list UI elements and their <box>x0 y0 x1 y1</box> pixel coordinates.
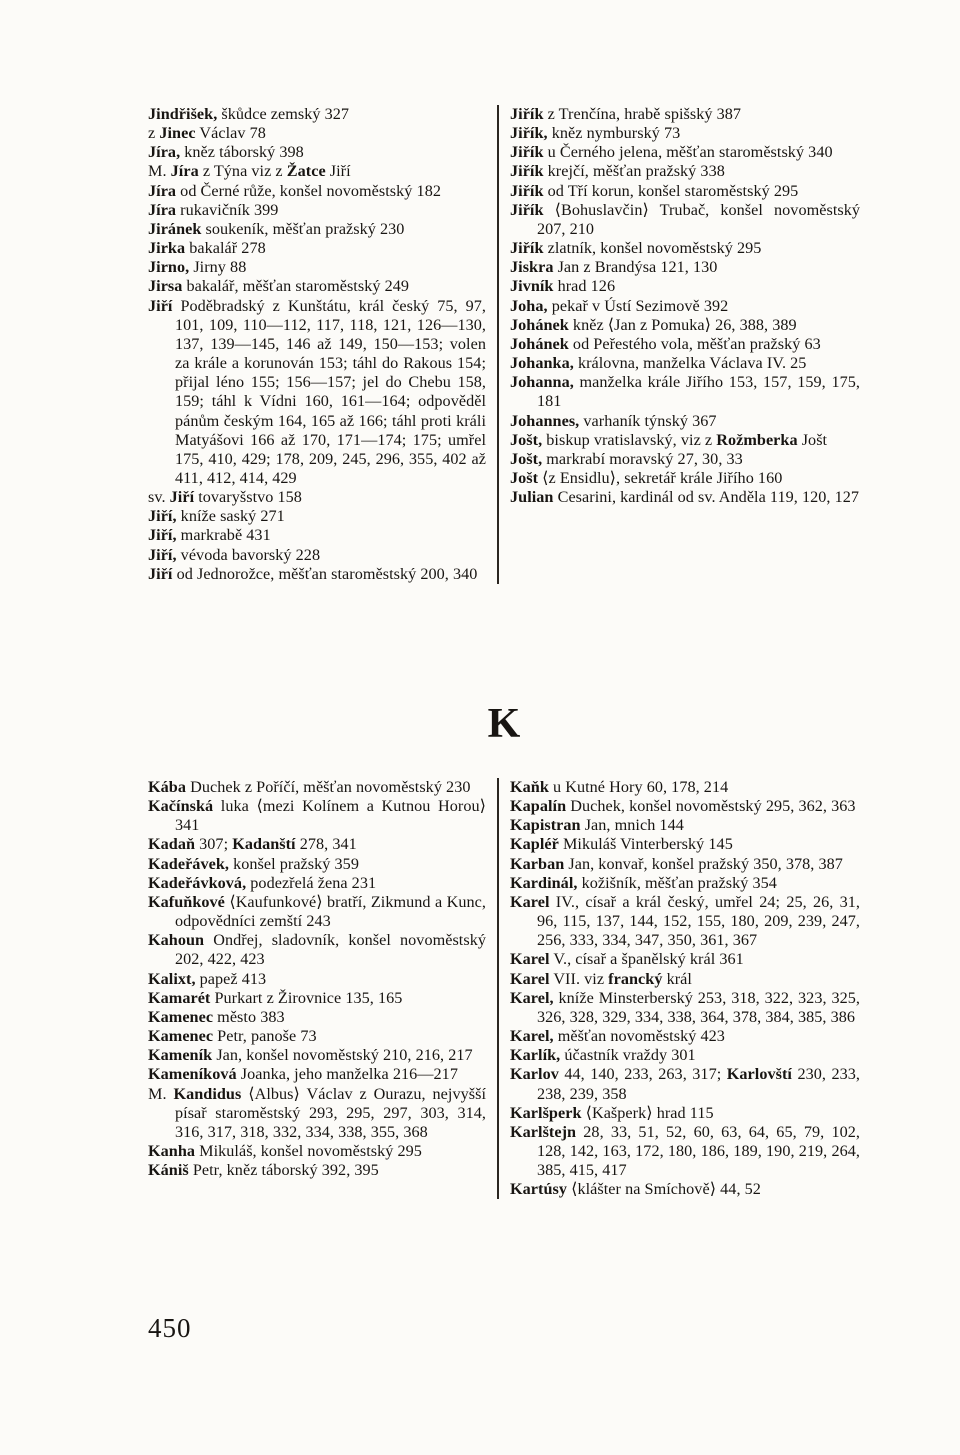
index-entry <box>148 546 486 565</box>
index-entry <box>510 855 860 874</box>
index-entry <box>510 143 860 162</box>
entry-text: tovaryšstvo 158 <box>194 488 302 507</box>
entry-text: IV., císař a král český, umřel 24; 25, 26, 31, 96, 115, 137, 144, 152, 155, 180, 209, 239, 247, 256, 333, 334, 347, 350, 361, 367 <box>537 892 860 950</box>
entry-text: Joanka, jeho manželka 216—217 <box>236 1065 458 1084</box>
entry-headword: Karel <box>510 950 550 969</box>
index-entry <box>148 1027 486 1046</box>
entry-text: Duchek, konšel novoměstský 295, 362, 363 <box>566 797 856 816</box>
entry-text: Petr, kněz táborský 392, 395 <box>188 1161 379 1180</box>
index-entry <box>510 373 860 411</box>
index-entry <box>510 1104 860 1123</box>
index-column-bottom-right <box>510 778 860 1199</box>
index-entry <box>510 874 860 893</box>
index-entry <box>510 354 860 373</box>
index-entry <box>510 124 860 143</box>
index-entry <box>510 1027 860 1046</box>
entry-headword: Jiřík, <box>510 124 548 143</box>
entry-headword: Jiřík <box>510 200 544 219</box>
entry-text: luka ⟨mezi Kolínem a Kutnou Horou⟩ 341 <box>175 797 486 835</box>
entry-text: hrad 126 <box>553 277 616 296</box>
entry-headword: Jirno, <box>148 258 190 277</box>
entry-headword: Kapalín <box>510 797 567 816</box>
column-divider-top <box>497 105 499 584</box>
entry-text: z Týna viz z <box>198 162 287 181</box>
index-entry <box>148 1142 486 1161</box>
entry-headword: Kanha <box>148 1141 196 1160</box>
index-entry <box>148 297 486 489</box>
entry-headword: Jiřík <box>510 105 544 123</box>
index-entry <box>510 1123 860 1180</box>
entry-headword: Kardinál, <box>510 873 578 892</box>
index-entry <box>510 1065 860 1103</box>
entry-headword: Kapistran <box>510 816 581 835</box>
index-column-bottom-left <box>148 778 486 1199</box>
index-column-top-left <box>148 105 486 584</box>
entry-headword: Jošt, <box>510 430 543 449</box>
index-entry <box>510 335 860 354</box>
entry-headword: Karel, <box>510 988 554 1007</box>
index-entry <box>510 162 860 181</box>
index-entry <box>148 507 486 526</box>
entry-text: účastník vraždy 301 <box>560 1046 696 1065</box>
entry-text: Jošt <box>797 430 828 449</box>
entry-headword: Kániš <box>148 1161 189 1180</box>
entry-text: Jan, mnich 144 <box>580 816 684 835</box>
index-entry <box>148 931 486 969</box>
index-section-j <box>148 105 860 584</box>
entry-headword: Karel <box>510 892 550 911</box>
entry-headword: Kadeřávková, <box>148 873 247 892</box>
entry-text: varhaník týnský 367 <box>579 411 717 430</box>
entry-headword: Jíra <box>148 200 177 219</box>
index-entry <box>148 162 486 181</box>
entry-text: od Tří korun, konšel staroměstský 295 <box>543 181 799 200</box>
index-entry <box>148 1008 486 1027</box>
entry-text: měšťan novoměstský 423 <box>553 1027 725 1046</box>
entry-headword: Kalixt, <box>148 969 196 988</box>
column-gutter-top <box>486 105 510 584</box>
entry-text: 278, 341 <box>295 835 357 854</box>
entry-text: konšel pražský 359 <box>228 854 359 873</box>
index-entry <box>510 1180 860 1199</box>
index-entry <box>148 1161 486 1180</box>
entry-text: rukavičník 399 <box>176 200 279 219</box>
index-entry <box>510 950 860 969</box>
entry-text: Jan z Brandýsa 121, 130 <box>553 258 718 277</box>
entry-headword: Johannes, <box>510 411 580 430</box>
entry-headword: Jiří <box>148 564 173 583</box>
entry-text: u Černého jelena, měšťan staroměstský 340 <box>543 143 833 162</box>
entry-text: VII. viz <box>549 969 609 988</box>
index-entry <box>510 469 860 488</box>
entry-text: Duchek z Poříčí, měšťan novoměstský 230 <box>185 778 471 796</box>
index-entry <box>510 201 860 239</box>
entry-text: ⟨z Ensidlu⟩, sekretář krále Jiřího 160 <box>538 468 783 487</box>
entry-headword: Kameník <box>148 1046 213 1065</box>
entry-headword: Jiří, <box>148 507 177 526</box>
entry-headword: Kapléř <box>510 835 559 854</box>
entry-headword: Karban <box>510 854 565 873</box>
index-entry <box>148 797 486 835</box>
entry-text: 44, 140, 233, 263, 317; <box>558 1065 727 1084</box>
entry-headword: Kadanští <box>232 835 296 854</box>
index-entry <box>510 258 860 277</box>
index-entry <box>510 297 860 316</box>
index-entry <box>510 989 860 1027</box>
entry-text: od Peřestého vola, měšťan pražský 63 <box>568 334 821 353</box>
entry-text: markrabí moravský 27, 30, 33 <box>542 449 743 468</box>
entry-text: M. <box>148 162 171 181</box>
entry-text: škůdce zemský 327 <box>217 105 350 123</box>
entry-text: Cesarini, kardinál od sv. Anděla 119, 120, 127 <box>553 488 860 507</box>
index-entry <box>148 526 486 545</box>
entry-headword: Jiřík <box>510 239 544 258</box>
entry-text: pekař v Ústí Sezimově 392 <box>547 296 729 315</box>
index-entry <box>510 431 860 450</box>
entry-headword: Karlov <box>510 1065 559 1084</box>
entry-text: z Trenčína, hrabě spišský 387 <box>543 105 742 123</box>
index-entry <box>510 182 860 201</box>
entry-text: město 383 <box>213 1007 285 1026</box>
entry-headword: Kadaň <box>148 835 196 854</box>
entry-headword: Jíra <box>170 162 199 181</box>
index-entry <box>510 797 860 816</box>
entry-headword: Kadeřávek, <box>148 854 229 873</box>
entry-headword: francký <box>608 969 663 988</box>
index-entry <box>148 201 486 220</box>
entry-text: ⟨Bohuslavčin⟩ Trubač, konšel novoměstský 207, 210 <box>537 200 860 238</box>
entry-headword: Jivník <box>510 277 554 296</box>
entry-headword: Jirka <box>148 239 186 258</box>
entry-headword: Kahoun <box>148 931 205 950</box>
entry-headword: Jíra, <box>148 143 181 162</box>
index-column-top-right <box>510 105 860 584</box>
entry-headword: Karel <box>510 969 550 988</box>
entry-headword: Jindřišek, <box>148 105 218 123</box>
entry-text: kněz nymburský 73 <box>547 124 681 143</box>
entry-headword: Joha, <box>510 296 548 315</box>
index-entry <box>148 970 486 989</box>
entry-headword: Jiřík <box>510 162 544 181</box>
entry-headword: Karlík, <box>510 1046 561 1065</box>
index-entry <box>510 778 860 797</box>
index-entry <box>510 450 860 469</box>
index-entry <box>510 970 860 989</box>
entry-text: bakalář 278 <box>185 239 266 258</box>
entry-text: sv. <box>148 488 170 507</box>
entry-text: od Jednorožce, měšťan staroměstský 200, 340 <box>172 564 478 583</box>
entry-text: královna, manželka Václava IV. 25 <box>573 354 807 373</box>
entry-text: V., císař a španělský král 361 <box>549 950 744 969</box>
entry-text: od Černé růže, konšel novoměstský 182 <box>176 181 441 200</box>
entry-headword: Johanka, <box>510 354 574 373</box>
entry-headword: Kandidus <box>173 1084 242 1103</box>
entry-text: ⟨Kašperk⟩ hrad 115 <box>581 1103 714 1122</box>
entry-headword: Kamenec <box>148 1007 214 1026</box>
entry-text: kníže saský 271 <box>176 507 285 526</box>
entry-text: vévoda bavorský 228 <box>176 545 321 564</box>
index-entry <box>148 893 486 931</box>
entry-headword: Jošt <box>510 468 539 487</box>
index-section-k <box>148 778 860 1199</box>
entry-headword: Jiří <box>169 488 195 507</box>
index-entry <box>148 1085 486 1142</box>
entry-headword: Johanna, <box>510 373 574 392</box>
entry-text: kněz ⟨Jan z Pomuka⟩ 26, 388, 389 <box>568 315 797 334</box>
entry-text: soukeník, měšťan pražský 230 <box>201 219 405 238</box>
entry-text: M. <box>148 1084 174 1103</box>
entry-headword: Kačínská <box>148 797 214 816</box>
entry-text: Jan, konvař, konšel pražský 350, 378, 387 <box>564 854 843 873</box>
index-entry <box>148 488 486 507</box>
entry-text: ⟨Albus⟩ Václav z Ourazu, nejvyšší písař staroměstský 293, 295, 297, 303, 314, 316, 317, 318, 332, 334, 338, 355, 368 <box>175 1084 487 1141</box>
entry-text: krejčí, měšťan pražský 338 <box>543 162 725 181</box>
entry-text: zlatník, konšel novoměstský 295 <box>543 239 762 258</box>
index-entry <box>510 835 860 854</box>
index-entry <box>148 182 486 201</box>
entry-headword: Jiří, <box>148 526 177 545</box>
index-entry <box>148 778 486 797</box>
entry-text: papež 413 <box>195 969 267 988</box>
entry-text: kněz táborský 398 <box>180 143 304 162</box>
index-entry <box>510 488 860 507</box>
index-entry <box>510 316 860 335</box>
entry-text: kníže Minsterberský 253, 318, 322, 323, 325, 326, 328, 329, 334, 338, 364, 378, 384, 385, 386 <box>537 988 860 1026</box>
index-entry <box>148 1065 486 1084</box>
entry-headword: Jirsa <box>148 277 183 296</box>
entry-headword: Žatce <box>286 162 326 181</box>
index-entry <box>510 412 860 431</box>
entry-text: markrabě 431 <box>176 526 271 545</box>
entry-text: Jiří <box>325 162 351 181</box>
entry-headword: Kafuňkové <box>148 892 225 911</box>
index-entry <box>510 893 860 950</box>
entry-text: biskup vratislavský, viz z <box>542 430 717 449</box>
index-entry <box>148 239 486 258</box>
entry-headword: Karlšperk <box>510 1103 582 1122</box>
index-entry <box>148 220 486 239</box>
index-entry <box>510 816 860 835</box>
entry-headword: Jošt, <box>510 449 543 468</box>
entry-text: Purkart z Žirovnice 135, 165 <box>210 988 403 1007</box>
index-entry <box>148 989 486 1008</box>
page-number: 450 <box>148 1313 192 1343</box>
index-entry <box>148 277 486 296</box>
entry-headword: Kaňk <box>510 778 549 796</box>
entry-text: kožišník, měšťan pražský 354 <box>577 873 777 892</box>
index-entry <box>148 258 486 277</box>
entry-text: král <box>662 969 692 988</box>
index-entry <box>510 239 860 258</box>
entry-text: Mikuláš, konšel novoměstský 295 <box>195 1141 422 1160</box>
entry-text: Petr, panoše 73 <box>213 1027 317 1046</box>
entry-headword: Kartúsy <box>510 1180 568 1199</box>
entry-text: Václav 78 <box>195 124 266 143</box>
entry-headword: Karlovští <box>726 1065 792 1084</box>
index-entry <box>148 855 486 874</box>
index-entry <box>510 1046 860 1065</box>
entry-text: manželka krále Jiřího 153, 157, 159, 175, 181 <box>537 373 860 411</box>
entry-headword: Jiří, <box>148 545 177 564</box>
entry-headword: Kába <box>148 778 186 796</box>
entry-headword: Johánek <box>510 315 569 334</box>
index-entry <box>148 835 486 854</box>
entry-text: 28, 33, 51, 52, 60, 63, 64, 65, 79, 102, 128, 142, 163, 172, 180, 186, 189, 190, 219, 264, 385, 415, 417 <box>537 1122 860 1180</box>
entry-text: u Kutné Hory 60, 178, 214 <box>548 778 729 796</box>
entry-text: Jirny 88 <box>189 258 247 277</box>
entry-headword: Kamarét <box>148 988 211 1007</box>
index-entry <box>510 105 860 124</box>
entry-text: Ondřej, sladovník, konšel novoměstský 202, 422, 423 <box>175 931 486 969</box>
entry-text: ⟨klášter na Smíchově⟩ 44, 52 <box>567 1180 761 1199</box>
entry-text: Jan, konšel novoměstský 210, 216, 217 <box>212 1046 473 1065</box>
index-entry <box>148 143 486 162</box>
entry-text: z <box>148 124 160 143</box>
entry-headword: Jíra <box>148 181 177 200</box>
index-entry <box>148 105 486 124</box>
section-letter-heading: K <box>487 701 521 747</box>
entry-headword: Jiskra <box>510 258 554 277</box>
index-entry <box>148 1046 486 1065</box>
entry-headword: Kamenec <box>148 1027 214 1046</box>
entry-headword: Jinec <box>159 124 196 143</box>
entry-text: 230, 233, 238, 239, 358 <box>537 1065 861 1103</box>
entry-text: ⟨Kaufunkové⟩ bratří, Zikmund a Kunc, odpovědníci zemští 243 <box>175 892 486 931</box>
entry-headword: Karlštejn <box>510 1122 577 1141</box>
entry-headword: Julian <box>510 488 554 507</box>
entry-headword: Kameníková <box>148 1065 237 1084</box>
index-entry <box>148 565 486 584</box>
index-entry <box>148 874 486 893</box>
entry-text: bakalář, měšťan staroměstský 249 <box>182 277 410 296</box>
entry-headword: Rožmberka <box>716 430 798 449</box>
entry-text: Poděbradský z Kunštátu, král český 75, 97, 101, 109, 110—112, 117, 118, 121, 126—130, 137, 139—145, 146 až 149, 150—153; volen za krále a korunován 153; táhl do Rakous 154; přijal léno 155; 156—157; jel do Chebu 158, 159; táhl k Vídni 160, 161—164; odpověděl pánům českým 164, 165 až 166; táhl proti králi Matyášovi 166 až 170, 171—174; 175; umřel 175, 410, 429; 178, 209, 245, 296, 355, 402 až 411, 412, 414, 429 <box>172 296 486 487</box>
entry-headword: Johánek <box>510 334 569 353</box>
entry-headword: Jiránek <box>148 219 202 238</box>
entry-headword: Jiřík <box>510 143 544 162</box>
index-entry <box>510 277 860 296</box>
entry-headword: Jiřík <box>510 181 544 200</box>
index-entry <box>148 124 486 143</box>
entry-text: 307; <box>195 835 233 854</box>
entry-headword: Karel, <box>510 1027 554 1046</box>
column-gutter-bottom <box>486 778 510 1199</box>
column-divider-bottom <box>497 778 499 1199</box>
entry-headword: Jiří <box>148 296 173 315</box>
entry-text: podezřelá žena 231 <box>246 873 377 892</box>
entry-text: Mikuláš Vinterberský 145 <box>558 835 733 854</box>
